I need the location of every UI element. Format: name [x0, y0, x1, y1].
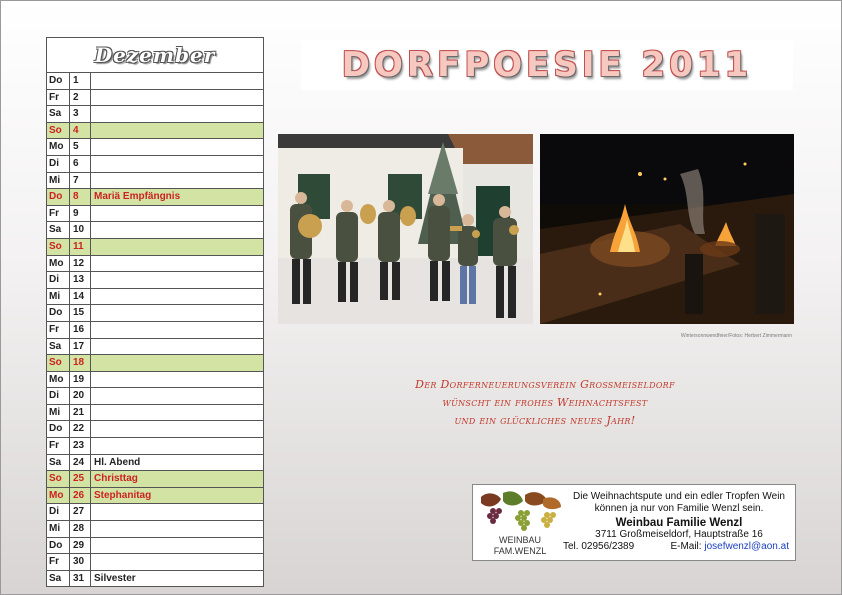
calendar-row — [47, 455, 263, 472]
page-title: DORFPOESIE 2011 — [341, 45, 753, 85]
weekday-cell: Fr — [47, 438, 70, 454]
date-cell: 8 — [70, 189, 91, 205]
event-cell — [91, 372, 263, 388]
calendar-row — [47, 90, 263, 107]
calendar-row — [47, 106, 263, 123]
grape-leaves-icon — [477, 489, 563, 533]
date-cell: 2 — [70, 90, 91, 106]
ad-contact-row — [563, 541, 793, 553]
date-cell: 7 — [70, 173, 91, 189]
date-cell: 28 — [70, 521, 91, 537]
calendar-row — [47, 521, 263, 538]
event-cell — [91, 272, 263, 288]
title-banner — [301, 40, 793, 90]
calendar-row — [47, 123, 263, 140]
month-title: Dezember — [94, 43, 216, 67]
date-cell: 19 — [70, 372, 91, 388]
calendar-row — [47, 339, 263, 356]
weekday-cell: Di — [47, 272, 70, 288]
weekday-cell: Fr — [47, 90, 70, 106]
event-cell — [91, 554, 263, 570]
weekday-cell: Do — [47, 73, 70, 89]
weekday-cell: Di — [47, 504, 70, 520]
event-cell — [91, 421, 263, 437]
date-cell: 21 — [70, 405, 91, 421]
weekday-cell: Mo — [47, 256, 70, 272]
email-block — [670, 541, 789, 553]
calendar-row — [47, 222, 263, 239]
calendar-row — [47, 488, 263, 505]
greeting-line-3: und ein glückliches neues Jahr! — [454, 414, 636, 427]
calendar-row — [47, 206, 263, 223]
winery-logo — [477, 489, 563, 556]
event-cell: Christtag — [94, 473, 138, 485]
calendar-row — [47, 471, 263, 488]
calendar-row — [47, 156, 263, 173]
brass-band-image — [278, 134, 533, 324]
weekday-cell: So — [47, 123, 70, 139]
weekday-cell: Sa — [47, 455, 70, 471]
calendar-row — [47, 538, 263, 555]
calendar-row — [47, 554, 263, 571]
event-cell: Stephanitag — [94, 489, 152, 501]
weekday-cell: Do — [47, 189, 70, 205]
greeting-text — [360, 376, 730, 430]
ad-line-1: Die Weihnachtspute und ein edler Tropfen Wein — [573, 491, 785, 502]
winery-name: Weinbau Familie Wenzl — [615, 517, 743, 529]
event-cell — [91, 106, 263, 122]
event-cell — [91, 222, 263, 238]
calendar-row — [47, 256, 263, 273]
photo-brass-band — [278, 134, 533, 324]
logo-line-2: FAM.WENZL — [493, 546, 547, 556]
date-cell: 12 — [70, 256, 91, 272]
calendar-row — [47, 405, 263, 422]
event-cell — [91, 521, 263, 537]
photo-caption: Wintersonnwendfeier/Fotos: Herbert Zimmermann — [680, 333, 792, 339]
weekday-cell: Sa — [47, 222, 70, 238]
calendar-row — [47, 388, 263, 405]
event-cell — [91, 73, 263, 89]
date-cell: 17 — [70, 339, 91, 355]
date-cell: 10 — [70, 222, 91, 238]
event-cell — [91, 388, 263, 404]
event-cell — [91, 239, 263, 255]
weekday-cell: Do — [47, 305, 70, 321]
calendar-row — [47, 272, 263, 289]
calendar-row — [47, 571, 263, 587]
event-cell — [91, 123, 263, 139]
event-cell: Silvester — [94, 572, 136, 584]
event-cell — [91, 305, 263, 321]
event-cell: Hl. Abend — [94, 456, 141, 468]
event-cell — [91, 538, 263, 554]
event-cell: Mariä Empfängnis — [94, 191, 181, 203]
weekday-cell: Mi — [47, 173, 70, 189]
winery-address: 3711 Großmeiseldorf, Hauptstraße 16 — [595, 529, 763, 540]
calendar-row — [47, 355, 263, 372]
weekday-cell: Mo — [47, 488, 70, 504]
calendar-row — [47, 322, 263, 339]
calendar-rows — [47, 73, 263, 586]
weekday-cell: Mo — [47, 372, 70, 388]
date-cell: 27 — [70, 504, 91, 520]
date-cell: 4 — [70, 123, 91, 139]
calendar-row — [47, 289, 263, 306]
event-cell — [91, 173, 263, 189]
calendar-table — [46, 37, 264, 587]
date-cell: 31 — [70, 571, 91, 587]
email-link[interactable]: josefwenzl@aon.at — [704, 541, 789, 552]
weekday-cell: Fr — [47, 322, 70, 338]
weekday-cell: Sa — [47, 106, 70, 122]
date-cell: 16 — [70, 322, 91, 338]
weekday-cell: Di — [47, 388, 70, 404]
date-cell: 14 — [70, 289, 91, 305]
date-cell: 11 — [70, 239, 91, 255]
calendar-header — [47, 38, 263, 73]
date-cell: 20 — [70, 388, 91, 404]
weekday-cell: Sa — [47, 339, 70, 355]
weekday-cell: So — [47, 239, 70, 255]
ad-text-block — [565, 491, 793, 553]
calendar-row — [47, 73, 263, 90]
weekday-cell: Sa — [47, 571, 70, 587]
event-cell — [91, 289, 263, 305]
date-cell: 26 — [70, 488, 91, 504]
weekday-cell: Mi — [47, 405, 70, 421]
calendar-row — [47, 239, 263, 256]
date-cell: 1 — [70, 73, 91, 89]
calendar-row — [47, 504, 263, 521]
greeting-line-2: wünscht ein frohes Weihnachtsfest — [442, 396, 648, 409]
event-cell — [91, 90, 263, 106]
logo-line-1: WEINBAU — [498, 535, 541, 545]
calendar-row — [47, 305, 263, 322]
weekday-cell: Do — [47, 538, 70, 554]
calendar-row — [47, 438, 263, 455]
event-cell — [91, 256, 263, 272]
event-cell — [91, 322, 263, 338]
date-cell: 29 — [70, 538, 91, 554]
date-cell: 18 — [70, 355, 91, 371]
event-cell — [91, 139, 263, 155]
weekday-cell: Mo — [47, 139, 70, 155]
calendar-row — [47, 372, 263, 389]
event-cell — [91, 156, 263, 172]
phone-number: Tel. 02956/2389 — [563, 541, 635, 552]
ad-line-2: können ja nur von Familie Wenzl sein. — [594, 503, 764, 514]
date-cell: 15 — [70, 305, 91, 321]
event-cell — [91, 405, 263, 421]
advertisement-box — [472, 484, 796, 561]
date-cell: 3 — [70, 106, 91, 122]
weekday-cell: So — [47, 471, 70, 487]
weekday-cell: Di — [47, 156, 70, 172]
date-cell: 13 — [70, 272, 91, 288]
weekday-cell: Mi — [47, 521, 70, 537]
date-cell: 9 — [70, 206, 91, 222]
event-cell — [91, 355, 263, 371]
event-cell — [91, 504, 263, 520]
event-cell — [91, 438, 263, 454]
email-label: E-Mail: — [670, 541, 702, 552]
calendar-row — [47, 189, 263, 206]
weekday-cell: Fr — [47, 554, 70, 570]
date-cell: 22 — [70, 421, 91, 437]
event-cell — [91, 339, 263, 355]
event-cell — [91, 206, 263, 222]
calendar-row — [47, 173, 263, 190]
bonfire-image — [540, 134, 794, 324]
photo-bonfire — [540, 134, 794, 324]
calendar-row — [47, 139, 263, 156]
date-cell: 25 — [70, 471, 91, 487]
weekday-cell: Do — [47, 421, 70, 437]
calendar-row — [47, 421, 263, 438]
date-cell: 6 — [70, 156, 91, 172]
weekday-cell: Mi — [47, 289, 70, 305]
weekday-cell: So — [47, 355, 70, 371]
date-cell: 23 — [70, 438, 91, 454]
date-cell: 5 — [70, 139, 91, 155]
greeting-line-1: Der Dorferneuerungsverein Großmeiseldorf — [415, 378, 675, 391]
date-cell: 24 — [70, 455, 91, 471]
date-cell: 30 — [70, 554, 91, 570]
weekday-cell: Fr — [47, 206, 70, 222]
